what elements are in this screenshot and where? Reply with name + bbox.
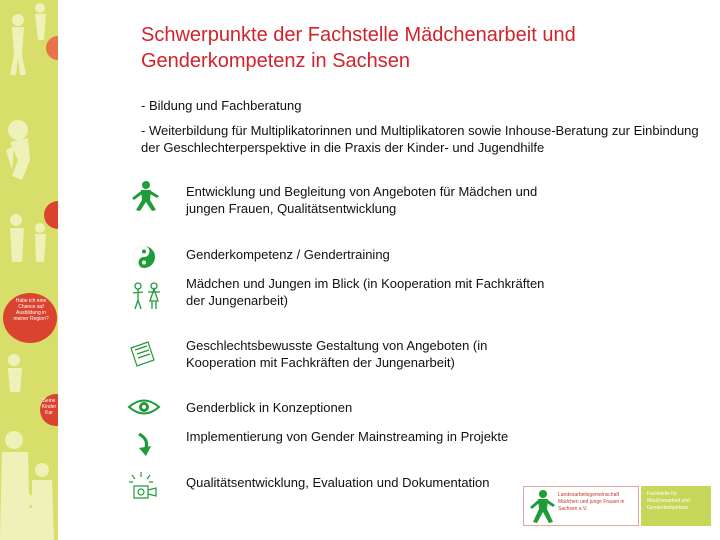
logo-left-panel xyxy=(523,486,639,526)
logo-right-panel xyxy=(641,486,711,526)
bullet-text: - Weiterbildung für Multiplikatorinnen und Multiplikatoren sowie Inhouse-Beratung zur Einbindung der Geschlechterperspektive in die Praxis der Kinder- und Jugendhilfe xyxy=(141,123,699,155)
walking-figure-icon xyxy=(526,488,558,526)
item-text: Mädchen und Jungen im Blick (in Kooperation mit Fachkräften der Jungenarbeit) xyxy=(186,276,545,308)
yin-yang-icon xyxy=(126,243,164,275)
person-silhouette-icon xyxy=(12,14,24,26)
curved-arrow-icon xyxy=(126,430,164,462)
item-text: Geschlechtsbewusste Gestaltung von Angeboten (in Kooperation mit Fachkräften der Jungenarbeit) xyxy=(186,338,488,370)
item-text: Implementierung von Gender Mainstreaming in Projekte xyxy=(186,429,509,444)
page-title: Schwerpunkte der Fachstelle Mädchenarbeit und Genderkompetenz in Sachsen xyxy=(141,24,576,72)
walking-figure-icon xyxy=(126,180,164,212)
item-text: Qualitätsentwicklung, Evaluation und Dokumentation xyxy=(186,475,490,490)
item-text: Genderblick in Konzeptionen xyxy=(186,400,353,415)
sidebar-bubble-text: Seine Kinder Kar xyxy=(41,398,57,416)
eye-icon xyxy=(126,394,164,426)
notepad-icon xyxy=(126,338,164,370)
organization-logo xyxy=(523,486,711,526)
lightbulb-icon xyxy=(126,470,164,502)
boy-girl-icon xyxy=(126,280,164,312)
logo-left-text: Landesarbeitsgemeinschaft Mädchen und junge Frauen in Sachsen e.V. xyxy=(558,492,625,512)
female-symbol-icon xyxy=(46,36,58,60)
sidebar-bubble-text: Habe ich eine Chance auf Ausbildung in meiner Region? xyxy=(13,298,49,322)
item-text: Genderkompetenz / Gendertraining xyxy=(186,247,390,262)
bullet-text: - Bildung und Fachberatung xyxy=(141,98,302,113)
logo-right-text: Fachstelle für Mädchenarbeit und Genderkompetenz xyxy=(647,491,690,511)
sidebar-illustration xyxy=(0,0,58,540)
item-text: Entwicklung und Begleitung von Angeboten für Mädchen und jungen Frauen, Qualitätsentwicklung xyxy=(186,184,538,216)
decorative-sidebar xyxy=(0,0,58,540)
